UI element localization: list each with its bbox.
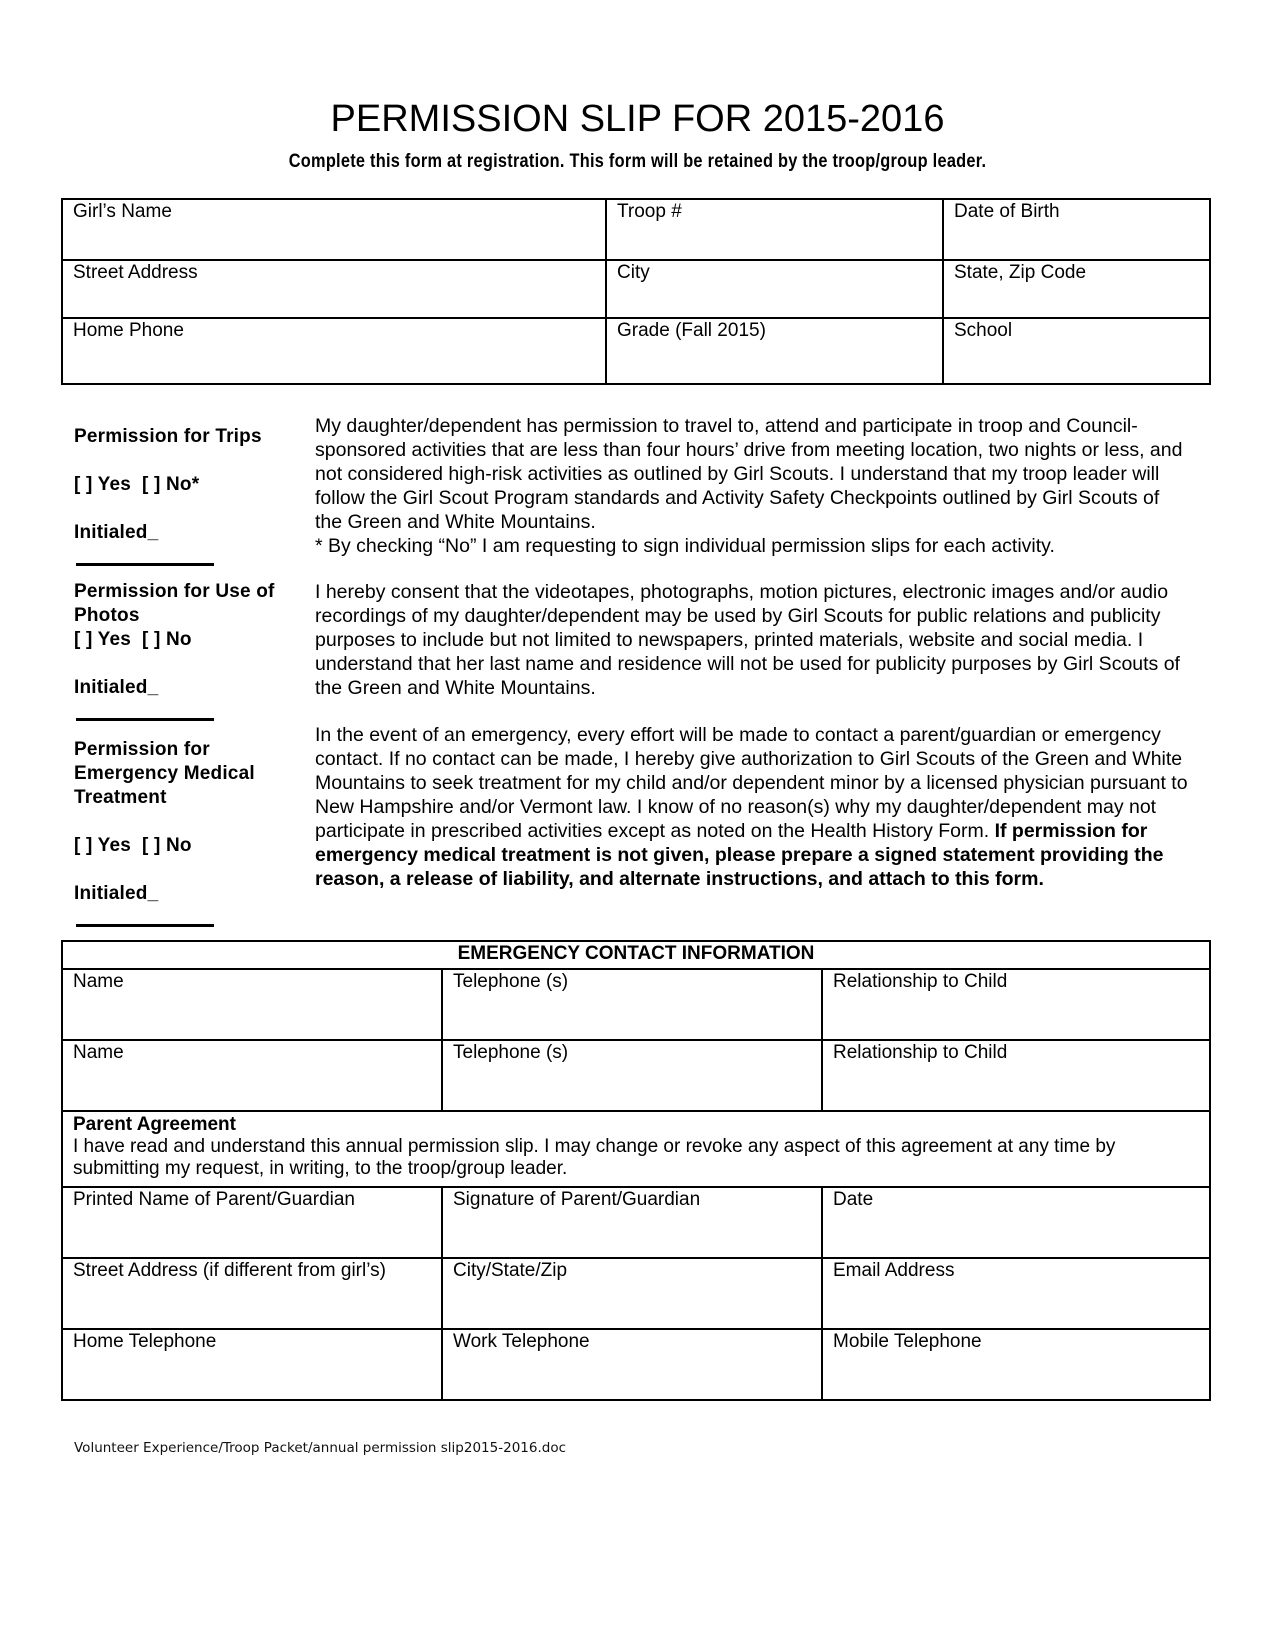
table-row (62, 1040, 1210, 1111)
photos-permission-text: I hereby consent that the videotapes, photographs, motion pictures, electronic images and/or audio recordings of my daughter/dependent may be used by Girl Scouts for public relations and publicity purposes to include but not limited to newspapers, printed materials, website and social media. I understand that her last name and residence will not be used for publicity purposes by Girl Scouts of the Green and White Mountains. (315, 581, 1180, 699)
table-row (62, 969, 1210, 1040)
mobile-telephone-field[interactable]: Mobile Telephone (822, 1329, 1210, 1400)
trips-permission-title: Permission for Trips (74, 426, 262, 447)
table-row (62, 1187, 1210, 1258)
emergency-contact-header: EMERGENCY CONTACT INFORMATION (62, 941, 1210, 969)
signature-field[interactable]: Signature of Parent/Guardian (442, 1187, 822, 1258)
initial-line (76, 700, 214, 721)
parent-agreement (62, 1111, 1210, 1187)
footer-file-path: Volunteer Experience/Troop Packet/annual permission slip2015-2016.doc (74, 1440, 566, 1456)
parent-agreement-row (62, 1111, 1210, 1187)
trips-initialed-field[interactable]: Initialed_ (74, 521, 294, 573)
medical-permission-title-2: Emergency Medical (74, 763, 255, 784)
contact-2-relationship-field[interactable]: Relationship to Child (822, 1040, 1210, 1111)
table-row (62, 199, 1210, 260)
medical-permission-block (74, 738, 294, 934)
parent-agreement-text: I have read and understand this annual permission slip. I may change or revoke any aspect of this agreement at any time by submitting my request, in writing, to the troop/group leader. (73, 1136, 1116, 1179)
girl-info-table (61, 198, 1211, 385)
table-row (62, 260, 1210, 318)
trips-permission-text: My daughter/dependent has permission to travel to, attend and participate in troop and Council-sponsored activities that are less than four hours’ drive from meeting location, two nights or less, and not considered high-risk activities as outlined by Girl Scouts. I understand that my troop leader will follow the Girl Scout Program standards and Activity Safety Checkpoints outlined by Girl Scouts of the Green and White Mountains. * By checking “No” I am requesting to sign individual permission slips for each activity. (315, 414, 1215, 558)
page-title: PERMISSION SLIP FOR 2015-2016 (330, 98, 945, 140)
home-telephone-field[interactable]: Home Telephone (62, 1329, 442, 1400)
medical-permission-title-3: Treatment (74, 787, 167, 808)
photos-yes-no-checkboxes[interactable]: [ ] Yes [ ] No (74, 629, 192, 650)
school-field[interactable]: School (943, 318, 1210, 384)
parent-city-state-zip-field[interactable]: City/State/Zip (442, 1258, 822, 1329)
date-of-birth-field[interactable]: Date of Birth (943, 199, 1210, 260)
date-field[interactable]: Date (822, 1187, 1210, 1258)
table-row (62, 1258, 1210, 1329)
trips-yes-no-checkboxes[interactable]: [ ] Yes [ ] No* (74, 474, 200, 495)
contact-1-relationship-field[interactable]: Relationship to Child (822, 969, 1210, 1040)
emergency-contact-table (61, 940, 1211, 1401)
troop-number-field[interactable]: Troop # (606, 199, 943, 260)
table-row (62, 1329, 1210, 1400)
initial-line (76, 545, 214, 566)
photos-permission-block (74, 580, 294, 728)
table-header-row (62, 941, 1210, 969)
page-subtitle: Complete this form at registration. This form will be retained by the troop/group leader. (288, 151, 987, 172)
initial-line (76, 906, 214, 927)
medical-permission-title-1: Permission for (74, 739, 210, 760)
printed-name-field[interactable]: Printed Name of Parent/Guardian (62, 1187, 442, 1258)
contact-2-telephone-field[interactable]: Telephone (s) (442, 1040, 822, 1111)
medical-yes-no-checkboxes[interactable]: [ ] Yes [ ] No (74, 835, 192, 856)
contact-2-name-field[interactable]: Name (62, 1040, 442, 1111)
trips-permission-block (74, 425, 294, 573)
email-address-field[interactable]: Email Address (822, 1258, 1210, 1329)
city-field[interactable]: City (606, 260, 943, 318)
state-zip-field[interactable]: State, Zip Code (943, 260, 1210, 318)
medical-permission-text: In the event of an emergency, every effort will be made to contact a parent/guardian or emergency contact. If no contact can be made, I hereby give authorization to Girl Scouts of the Green and White Mountains to seek treatment for my child and/or dependent minor by a licensed physician pursuant to New Hampshire and/or Vermont law. I know of no reason(s) why my daughter/dependent may not participate in prescribed activities except as noted on the Health History Form. If permission for emergency medical treatment is not given, please prepare a signed statement providing the reason, a release of liability, and alternate instructions, and attach to this form. (315, 724, 1188, 890)
home-phone-field[interactable]: Home Phone (62, 318, 606, 384)
parent-agreement-title: Parent Agreement (73, 1114, 236, 1135)
parent-street-address-field[interactable]: Street Address (if different from girl’s) (62, 1258, 442, 1329)
girls-name-field[interactable]: Girl’s Name (62, 199, 606, 260)
contact-1-telephone-field[interactable]: Telephone (s) (442, 969, 822, 1040)
grade-field[interactable]: Grade (Fall 2015) (606, 318, 943, 384)
contact-1-name-field[interactable]: Name (62, 969, 442, 1040)
photos-permission-title-1: Permission for Use of (74, 581, 275, 602)
work-telephone-field[interactable]: Work Telephone (442, 1329, 822, 1400)
trips-note: * By checking “No” I am requesting to sign individual permission slips for each activity. (315, 535, 1055, 557)
medical-warning-text: If permission for emergency medical treatment is not given, please prepare a signed statement providing the reason, a release of liability, and alternate instructions, and attach to this form. (315, 820, 1164, 890)
street-address-field[interactable]: Street Address (62, 260, 606, 318)
medical-initialed-field[interactable]: Initialed_ (74, 882, 294, 934)
photos-permission-title-2: Photos (74, 605, 140, 626)
photos-initialed-field[interactable]: Initialed_ (74, 676, 294, 728)
table-row (62, 318, 1210, 384)
